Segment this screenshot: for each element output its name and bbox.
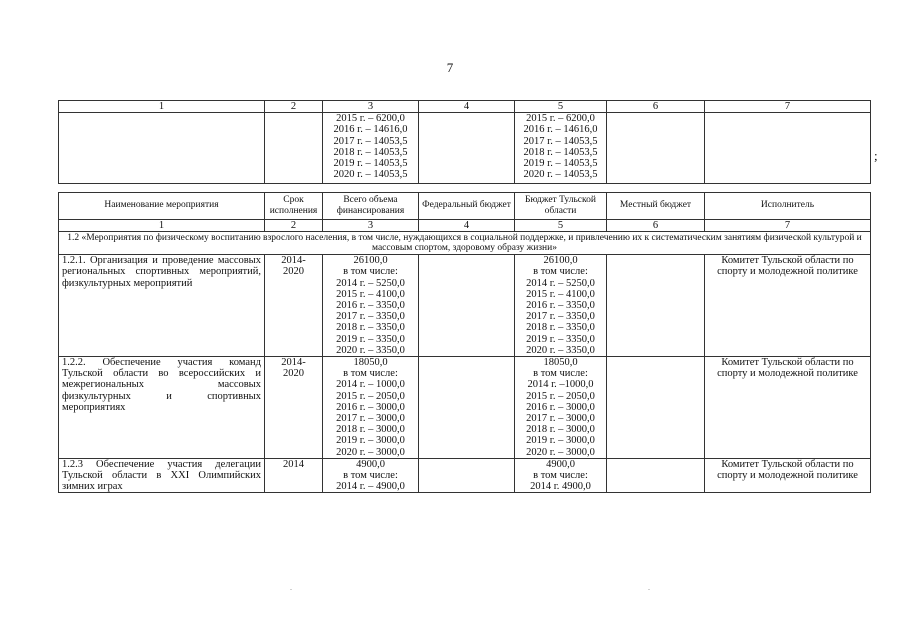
cell-line: 2015 г. – 6200,0: [526, 113, 595, 125]
cell-line: 2016 г. – 3350,0: [336, 300, 405, 312]
cell-line: 2020 г. – 3000,0: [526, 446, 595, 458]
cell-line: 2020 г. – 14053,5: [333, 169, 408, 181]
cell-line: 2018 г. – 14053,5: [333, 146, 408, 158]
cell-line: в том числе:: [533, 470, 588, 482]
cell-line: в том числе:: [533, 266, 588, 278]
cell-line: 2017 г. – 3350,0: [526, 311, 595, 323]
col-number: 1: [59, 101, 265, 113]
col-number: 4: [419, 101, 515, 113]
cell-line: 26100,0: [353, 255, 388, 267]
cell-line: 2018 г. – 3000,0: [526, 424, 595, 436]
table-row: [59, 458, 871, 493]
cell-line: 2014 г. – 5250,0: [526, 277, 595, 289]
cell-line: 2019 г. – 14053,5: [333, 158, 408, 170]
header-row: [59, 193, 871, 220]
term-cell: [265, 255, 323, 357]
activity-name: 1.2.2. Обеспечение участия команд Тульской области во всероссийских и межрегиональных массовых физкультурных и спортивных мероприятиях: [59, 357, 265, 459]
cell-line: 2018 г. – 3000,0: [336, 424, 405, 436]
scan-speck: .: [290, 583, 292, 592]
cell-line: 2020: [283, 266, 304, 278]
header-executor: Исполнитель: [705, 193, 871, 220]
cell-line: 2020 г. – 3350,0: [336, 344, 405, 356]
cell-line: в том числе:: [343, 266, 398, 278]
cell-line: 2018 г. – 14053,5: [523, 146, 598, 158]
regional-budget-cell: [515, 113, 607, 184]
cell-line: 2017 г. – 3350,0: [336, 311, 405, 323]
col-number: 4: [419, 220, 515, 232]
cell-line: 2014-: [281, 255, 306, 267]
cell-line: 2015 г. – 4100,0: [336, 288, 405, 300]
cell-line: в том числе:: [343, 470, 398, 482]
total-financing-cell: [323, 255, 419, 357]
cell-line: 2016 г. – 3350,0: [526, 300, 595, 312]
cell-line: 2016 г. – 3000,0: [336, 401, 405, 413]
header-total: Всего объема финансирования: [323, 193, 419, 220]
cell-line: 2017 г. – 14053,5: [333, 135, 408, 147]
section-title-row: [59, 232, 871, 255]
activity-name: 1.2.1. Организация и проведение массовых региональных спортивных мероприятий, физкультурных мероприятий: [59, 255, 265, 357]
cell-line: 2015 г. – 4100,0: [526, 288, 595, 300]
cell-line: 2018 г. – 3350,0: [336, 322, 405, 334]
col-number: 7: [705, 101, 871, 113]
cell-line: 18050,0: [353, 357, 388, 369]
cell-line: 26100,0: [543, 255, 578, 267]
cell-line: 2015 г. – 2050,0: [526, 390, 595, 402]
section-title: 1.2 «Мероприятия по физическому воспитанию взрослого населения, в том числе, нуждающихся в социальной поддержке, и привлечению их к систематическим занятиям физической культурой и массовым спортом, здоровому образу жизни»: [59, 232, 871, 255]
col-number: 6: [607, 220, 705, 232]
page-number: 7: [446, 60, 454, 75]
term-cell: [265, 357, 323, 459]
col-number: 3: [323, 220, 419, 232]
activities-table: [58, 192, 871, 493]
col-number: 5: [515, 220, 607, 232]
table-row: [59, 357, 871, 459]
col-number: 1: [59, 220, 265, 232]
cell-line: 2020 г. – 14053,5: [523, 169, 598, 181]
regional-budget-cell: [515, 458, 607, 493]
cell-line: 2014 г. – 1000,0: [336, 379, 405, 391]
cell-line: 2014 г. –1000,0: [527, 379, 594, 391]
activity-name: 1.2.3 Обеспечение участия делегации Тульской области в XXI Олимпийских зимних играх: [59, 458, 265, 493]
cell-line: 2020 г. – 3000,0: [336, 446, 405, 458]
cell-line: 2019 г. – 3350,0: [526, 333, 595, 345]
executor-cell: Комитет Тульской области по спорту и молодежной политике: [705, 255, 871, 357]
col-number: 2: [265, 101, 323, 113]
continuation-table: [58, 100, 871, 184]
cell-line: 2017 г. – 3000,0: [336, 413, 405, 425]
total-financing-cell: [323, 357, 419, 459]
header-name: Наименование мероприятия: [59, 193, 265, 220]
cell-line: 2019 г. – 3000,0: [336, 435, 405, 447]
col-number: 6: [607, 101, 705, 113]
col-number: 3: [323, 101, 419, 113]
cell-line: в том числе:: [343, 368, 398, 380]
cell-line: 4900,0: [546, 458, 575, 470]
cell-line: 2016 г. – 14616,0: [333, 124, 408, 136]
cell-line: 2019 г. – 3000,0: [526, 435, 595, 447]
executor-cell: Комитет Тульской области по спорту и молодежной политике: [705, 357, 871, 459]
cell-line: 18050,0: [543, 357, 578, 369]
header-regional: Бюджет Тульской области: [515, 193, 607, 220]
cell-line: в том числе:: [533, 368, 588, 380]
scan-speck: .: [648, 583, 650, 592]
col-number: 7: [705, 220, 871, 232]
regional-budget-cell: [515, 255, 607, 357]
cell-line: 2020: [283, 368, 304, 380]
table-row: [59, 255, 871, 357]
cell-line: 2014 г. – 4900,0: [336, 481, 405, 493]
cell-line: 2017 г. – 3000,0: [526, 413, 595, 425]
cell-line: 2016 г. – 3000,0: [526, 401, 595, 413]
header-term: Срок исполнения: [265, 193, 323, 220]
cell-line: 2014: [283, 458, 304, 470]
cell-line: 2014 г. – 5250,0: [336, 277, 405, 289]
cell-line: 2017 г. – 14053,5: [523, 135, 598, 147]
cell-line: 4900,0: [356, 458, 385, 470]
term-cell: [265, 458, 323, 493]
regional-budget-cell: [515, 357, 607, 459]
cell-line: 2018 г. – 3350,0: [526, 322, 595, 334]
cell-line: 2014-: [281, 357, 306, 369]
column-number-row: [59, 220, 871, 232]
cell-line: 2020 г. – 3350,0: [526, 344, 595, 356]
executor-cell: Комитет Тульской области по спорту и молодежной политике: [705, 458, 871, 493]
trailing-semicolon: ;: [874, 148, 878, 163]
table-row: [59, 113, 871, 184]
cell-line: 2019 г. – 14053,5: [523, 158, 598, 170]
total-financing-cell: [323, 113, 419, 184]
cell-line: 2019 г. – 3350,0: [336, 333, 405, 345]
total-financing-cell: [323, 458, 419, 493]
col-number: 2: [265, 220, 323, 232]
cell-line: 2015 г. – 6200,0: [336, 113, 405, 125]
cell-line: 2014 г. 4900,0: [530, 481, 591, 493]
col-number: 5: [515, 101, 607, 113]
column-number-row: [59, 101, 871, 113]
header-local: Местный бюджет: [607, 193, 705, 220]
header-federal: Федеральный бюджет: [419, 193, 515, 220]
cell-line: 2016 г. – 14616,0: [523, 124, 598, 136]
cell-line: 2015 г. – 2050,0: [336, 390, 405, 402]
